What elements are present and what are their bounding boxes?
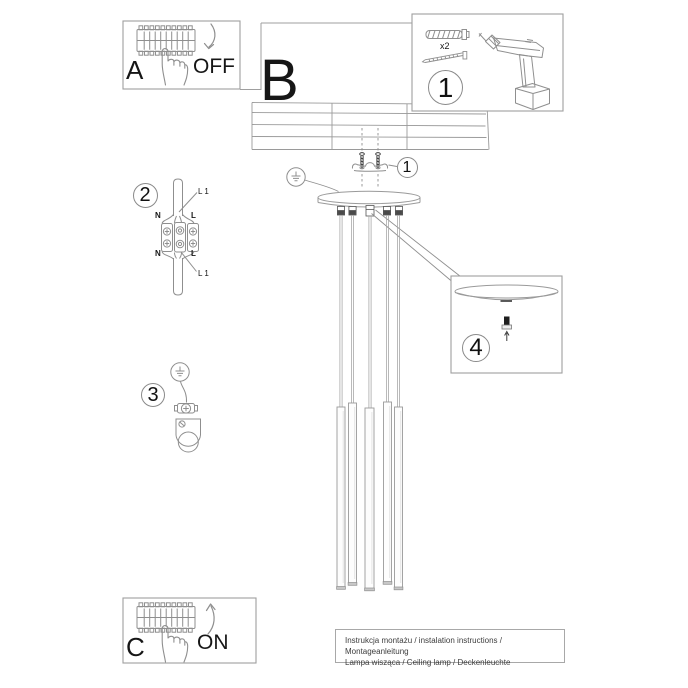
- ground-clamp-diagram: [171, 363, 201, 452]
- title-block: [335, 629, 565, 667]
- canopy: [318, 191, 420, 207]
- step-1-tools-badge: 1: [428, 70, 463, 105]
- step-2-badge: 2: [133, 183, 158, 208]
- title-line-2: Lampa wisząca / Ceiling lamp / Deckenleuchte: [345, 658, 511, 667]
- wire-label-l1-top: L 1: [198, 187, 209, 196]
- panel-c-label: C: [126, 632, 145, 662]
- wire-label-l1-bottom: L 1: [198, 269, 209, 278]
- step-3-badge: 3: [141, 383, 165, 407]
- step-4-badge: 4: [462, 334, 490, 362]
- breaker-panel-icon-c: [137, 603, 195, 632]
- panel-a-state: OFF: [193, 55, 235, 78]
- suspension-cables: [340, 215, 400, 408]
- anchor-count-label: x2: [440, 41, 450, 51]
- step-1-mounting-badge: 1: [397, 157, 418, 178]
- panel-b-label: B: [260, 48, 299, 113]
- terminal-block-diagram: [162, 179, 199, 295]
- earth-symbol-icon: [287, 168, 339, 192]
- pendant-tubes: [337, 402, 403, 591]
- canopy-detail-leaders: [372, 210, 461, 282]
- wire-label-l-top: L: [191, 211, 196, 220]
- arrow-down-icon: [205, 24, 215, 49]
- panel-c-state: ON: [197, 631, 229, 654]
- title-line-1: Instrukcja montażu / instalation instructions / Montageanleitung: [345, 636, 502, 656]
- panel-a-label: A: [126, 55, 144, 85]
- mounting-bracket: [352, 163, 397, 172]
- breaker-panel-icon-a: [137, 26, 195, 55]
- wire-label-n-bottom: N: [155, 249, 161, 258]
- wire-label-n-top: N: [155, 211, 161, 220]
- arrow-up-icon: [207, 604, 216, 634]
- wire-label-l-bottom: L: [191, 249, 196, 258]
- cable-glands: [337, 206, 402, 217]
